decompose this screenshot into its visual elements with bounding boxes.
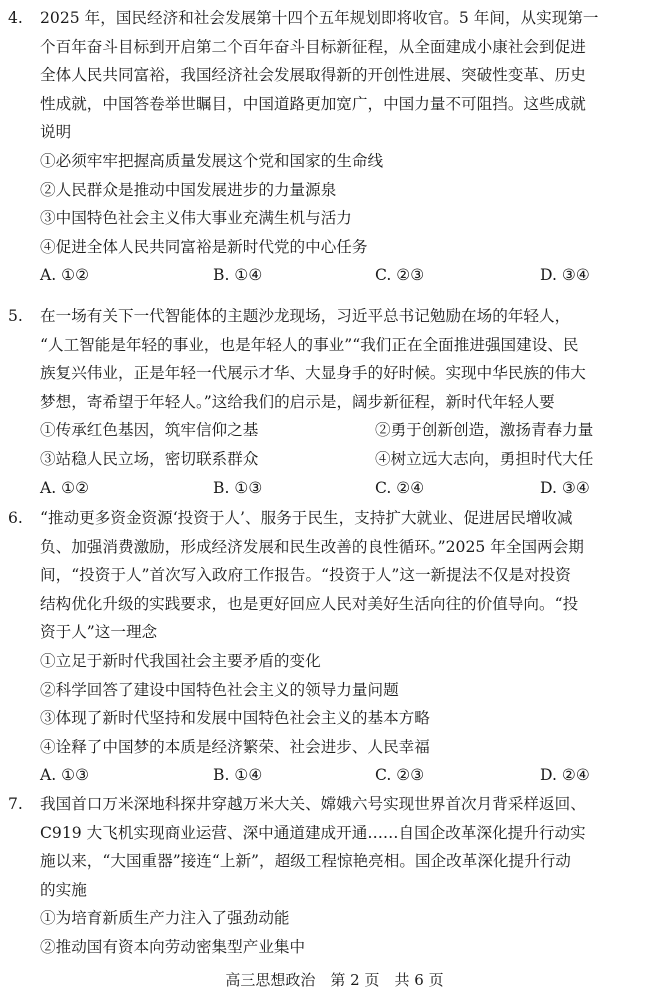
question-number: 6.	[8, 509, 23, 527]
statement-2: ②勇于创新创造，激扬青春力量	[375, 421, 594, 440]
question-number: 7.	[8, 795, 23, 813]
question-6	[8, 504, 663, 790]
question-number: 5.	[8, 307, 23, 325]
question-stem-line: 负、加强消费激励，形成经济发展和民生改善的良性循环。”2025 年全国两会期	[40, 537, 584, 556]
option-d: D. ③④	[540, 478, 590, 497]
option-d: D. ③④	[540, 266, 590, 285]
question-stem-line: 的实施	[40, 880, 87, 899]
statement-4: ④促进全体人民共同富裕是新时代党的中心任务	[40, 237, 368, 256]
question-stem-line: 族复兴伟业，正是年轻一代展示才华、大显身手的好时候。实现中华民族的伟大	[40, 364, 586, 383]
statement-1: ①必须牢牢把握高质量发展这个党和国家的生命线	[40, 151, 384, 170]
option-b: B. ①④	[213, 266, 263, 285]
question-stem-line: 性成就，中国答卷举世瞩目，中国道路更加宽广，中国力量不可阻挡。这些成就	[40, 94, 586, 113]
statement-4: ④树立远大志向，勇担时代大任	[375, 449, 594, 468]
statement-3: ③体现了新时代坚持和发展中国特色社会主义的基本方略	[40, 709, 430, 728]
statement-1: ①立足于新时代我国社会主要矛盾的变化	[40, 651, 321, 670]
question-stem-line: 施以来，“大国重器”接连“上新”，超级工程惊艳亮相。国企改革深化提升行动	[40, 852, 571, 871]
statement-3: ③站稳人民立场，密切联系群众	[40, 449, 259, 468]
statement-2: ②人民群众是推动中国发展进步的力量源泉	[40, 180, 337, 199]
statement-2: ②推动国有资本向劳动密集型产业集中	[40, 937, 306, 956]
question-stem-line: 资于人”这一理念	[40, 623, 158, 642]
answer-options	[8, 261, 663, 290]
statement-1: ①为培育新质生产力注入了强劲动能	[40, 909, 290, 928]
question-stem-line: 结构优化升级的实践要求，也是更好回应人民对美好生活向往的价值导向。“投	[40, 594, 579, 613]
answer-options	[8, 474, 663, 503]
answer-options	[8, 761, 663, 790]
option-c: C. ②④	[375, 478, 425, 497]
question-stem-line: 7. 我国首口万米深地科探井穿越万米大关、嫦娥六号实现世界首次月背采样返回、	[8, 790, 663, 819]
question-stem-line: 全体人民共同富裕，我国经济社会发展取得新的开创性进展、突破性变革、历史	[40, 66, 586, 85]
question-stem-line: 个百年奋斗目标到开启第二个百年奋斗目标新征程，从全面建成小康社会到促进	[40, 37, 586, 56]
statement-4: ④诠释了中国梦的本质是经济繁荣、社会进步、人民幸福	[40, 737, 430, 756]
statement-pair	[8, 445, 663, 474]
option-b: B. ①③	[213, 478, 263, 497]
option-c: C. ②③	[375, 766, 425, 785]
question-stem-line: 说明	[40, 123, 72, 142]
question-stem-line: 6. “推动更多资金资源‘投资于人’、服务于民生，支持扩大就业、促进居民增收减	[8, 504, 663, 533]
question-stem-line: 4. 2025 年，国民经济和社会发展第十四个五年规划即将收官。5 年间，从实现第一	[8, 4, 663, 33]
option-d: D. ②④	[540, 766, 590, 785]
statement-3: ③中国特色社会主义伟大事业充满生机与活力	[40, 209, 352, 228]
option-a: A. ①②	[40, 478, 90, 497]
question-stem-line: 5. 在一场有关下一代智能体的主题沙龙现场，习近平总书记勉励在场的年轻人，	[8, 302, 663, 331]
option-c: C. ②③	[375, 266, 425, 285]
option-a: A. ①③	[40, 766, 90, 785]
option-a: A. ①②	[40, 266, 90, 285]
option-b: B. ①④	[213, 766, 263, 785]
statement-2: ②科学回答了建设中国特色社会主义的领导力量问题	[40, 680, 399, 699]
question-stem-line: 间，“投资于人”首次写入政府工作报告。“投资于人”这一新提法不仅是对投资	[40, 566, 571, 585]
question-7	[8, 790, 663, 962]
question-stem-line: “人工智能是年轻的事业，也是年轻人的事业”“我们正在全面推进强国建设、民	[40, 335, 579, 354]
statement-pair	[8, 416, 663, 445]
question-number: 4.	[8, 9, 23, 27]
question-5	[8, 302, 663, 502]
statement-1: ①传承红色基因，筑牢信仰之基	[40, 421, 259, 440]
page-footer: 高三思想政治 第 2 页 共 6 页	[225, 971, 444, 989]
question-stem-line: 梦想，寄希望于年轻人。”这给我们的启示是，阔步新征程，新时代年轻人要	[40, 392, 555, 411]
question-4	[8, 4, 663, 290]
question-stem-line: C919 大飞机实现商业运营、深中通道建成开通……自国企改革深化提升行动实	[40, 823, 586, 842]
